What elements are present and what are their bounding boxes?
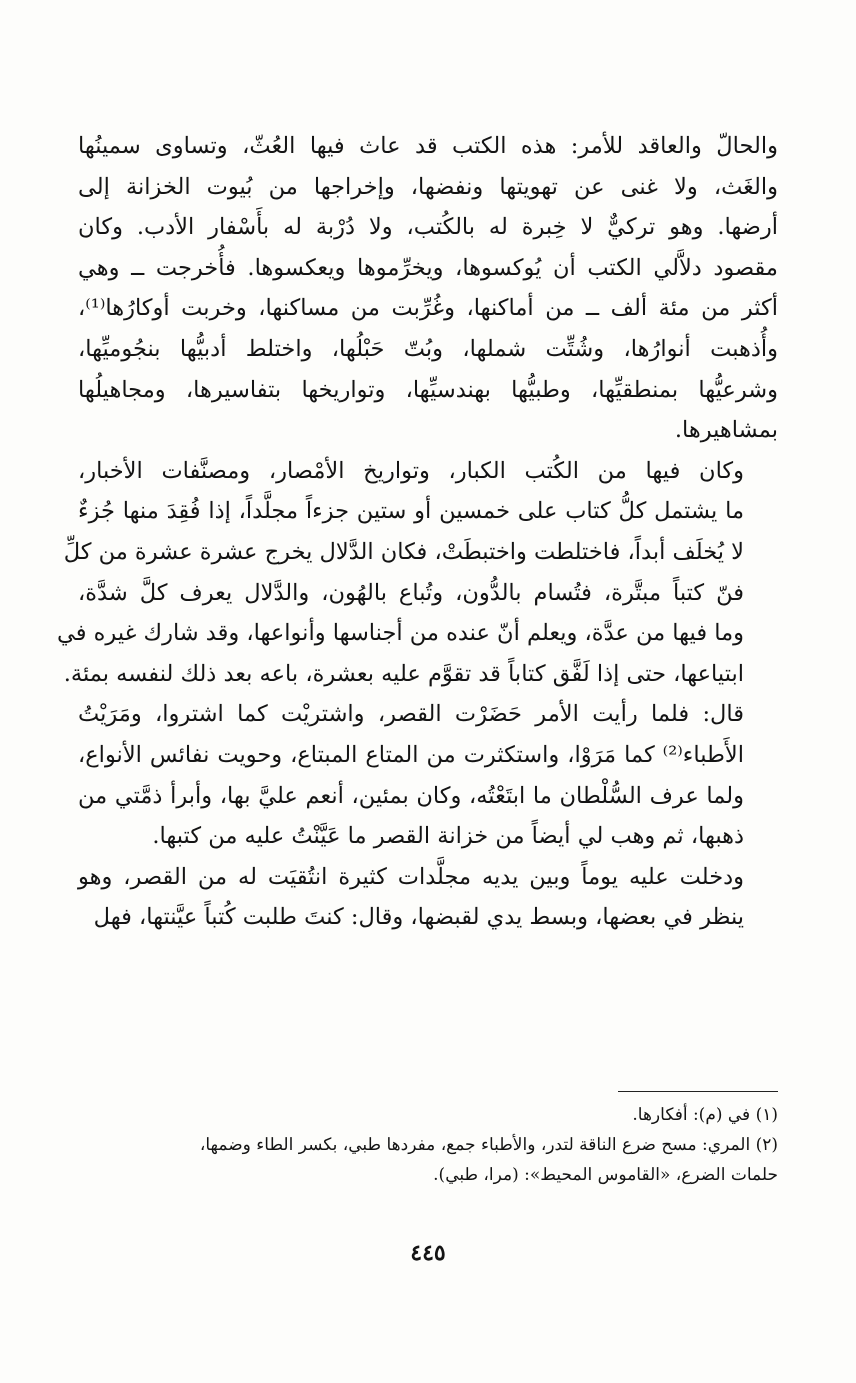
footnote-line: (٢) المري: مسح ضرع الناقة لتدر، والأطباء جمع، مفردها طبي، بكسر الطاء وضمها، (199, 1135, 778, 1155)
footnote (78, 1130, 778, 1190)
text-line: أكثر من مئة ألف ــ من أماكنها، وغُرِّبت من مساكنها، وخربت أوكارُها⁽¹⁾، (78, 295, 778, 322)
text-line: أرضها. وهو تركيٌّ لا خِبرة له بالكُتب، ولا دُرْبة له بأَسْفار الأدب. وكان (78, 214, 778, 241)
text-line: مقصود دلاَّلي الكتب أن يُوكسوها، ويخرِّموها ويعكسوها. فأُخرجت ــ وهي (78, 254, 778, 281)
text-line: والحالّ والعاقد للأمر: هذه الكتب قد عاث فيها العُثّ، وتساوى سمينُها (78, 133, 778, 159)
text-line: ينظر في بعضها، وبسط يدي لقبضها، وقال: كنتَ طلبت كُتباً عيَّنتها، فهل (93, 904, 744, 931)
text-line: وكان فيها من الكُتب الكبار، وتواريخ الأمْصار، ومصنَّفات الأخبار، (78, 457, 744, 484)
text-line: الأَطباء⁽²⁾ كما مَرَوْا، واستكثرت من المتاع المبتاع، وحويت نفائس الأنواع، (78, 741, 744, 768)
text-line: وشرعيُّها بمنطقيِّها، وطبيُّها بهندسيِّها، وتواريخها بتفاسيرها، ومجاهيلُها (78, 376, 778, 403)
text-line: فنّ كتباً مبتَّرة، فتُسام بالدُّون، وتُباع بالهُون، والدَّلال يعرف كلَّ شدَّة، (78, 579, 744, 606)
paragraph (78, 694, 778, 856)
footnote-line: (١) في (م): أفكارها. (632, 1105, 778, 1125)
text-line: والغَث، ولا غنى عن تهويتها ونفضها، وإخراجها من بُيوت الخزانة إلى (78, 173, 778, 200)
paragraph (78, 857, 778, 938)
page-number: ٤٤٥ (410, 1240, 446, 1266)
text-line: وأُذهبت أنوارُها، وشُتِّت شملها، وبُتّ حَبْلُها، واختلط أدبيُّها بنجُوميِّها، (78, 335, 778, 362)
paragraph (78, 126, 778, 451)
paragraph (56, 451, 778, 695)
text-line: ذهبها، ثم وهب لي أيضاً من خزانة القصر ما عَيَّنْتُ عليه من كتبها. (152, 823, 744, 850)
text-line: بمشاهيرها. (674, 417, 778, 444)
footnote-separator (618, 1091, 778, 1092)
body-text (56, 126, 778, 938)
footnote-line: حلمات الضرع، «القاموس المحيط»: (مرا، طبي). (433, 1165, 778, 1185)
footnote (78, 1100, 778, 1130)
text-line: ما يشتمل كلُّ كتاب على خمسين أو ستين جزءاً مجلَّداً، إذا فُقِدَ منها جُزءٌ (78, 498, 744, 525)
text-line: ولما عرف السُّلْطان ما ابتَعْتُه، وكان بمئين، أنعم عليَّ بها، وأبرأ ذمَّتي من (78, 782, 744, 809)
text-line: قال: فلما رأيت الأمر حَضَرْت القصر، واشتريْت كما اشتروا، ومَرَيْتُ (78, 701, 744, 728)
text-line: ابتياعها، حتى إذا لَفَّق كتاباً قد تقوَّم عليه بعشرة، باعه بعد ذلك لنفسه بمئة. (63, 660, 744, 687)
text-line: وما فيها من عدَّة، ويعلم أنّ عنده من أجناسها وأنواعها، وقد شارك غيره في (56, 620, 744, 647)
footnotes (78, 1100, 778, 1190)
text-line: لا يُخلَف أبداً، فاختلطت واختبطَتْ، فكان الدَّلال يخرج عشرة عشرة من كلِّ (63, 538, 744, 565)
text-line: ودخلت عليه يوماً وبين يديه مجلَّدات كثيرة انتُقيَت له من القصر، وهو (78, 863, 744, 890)
